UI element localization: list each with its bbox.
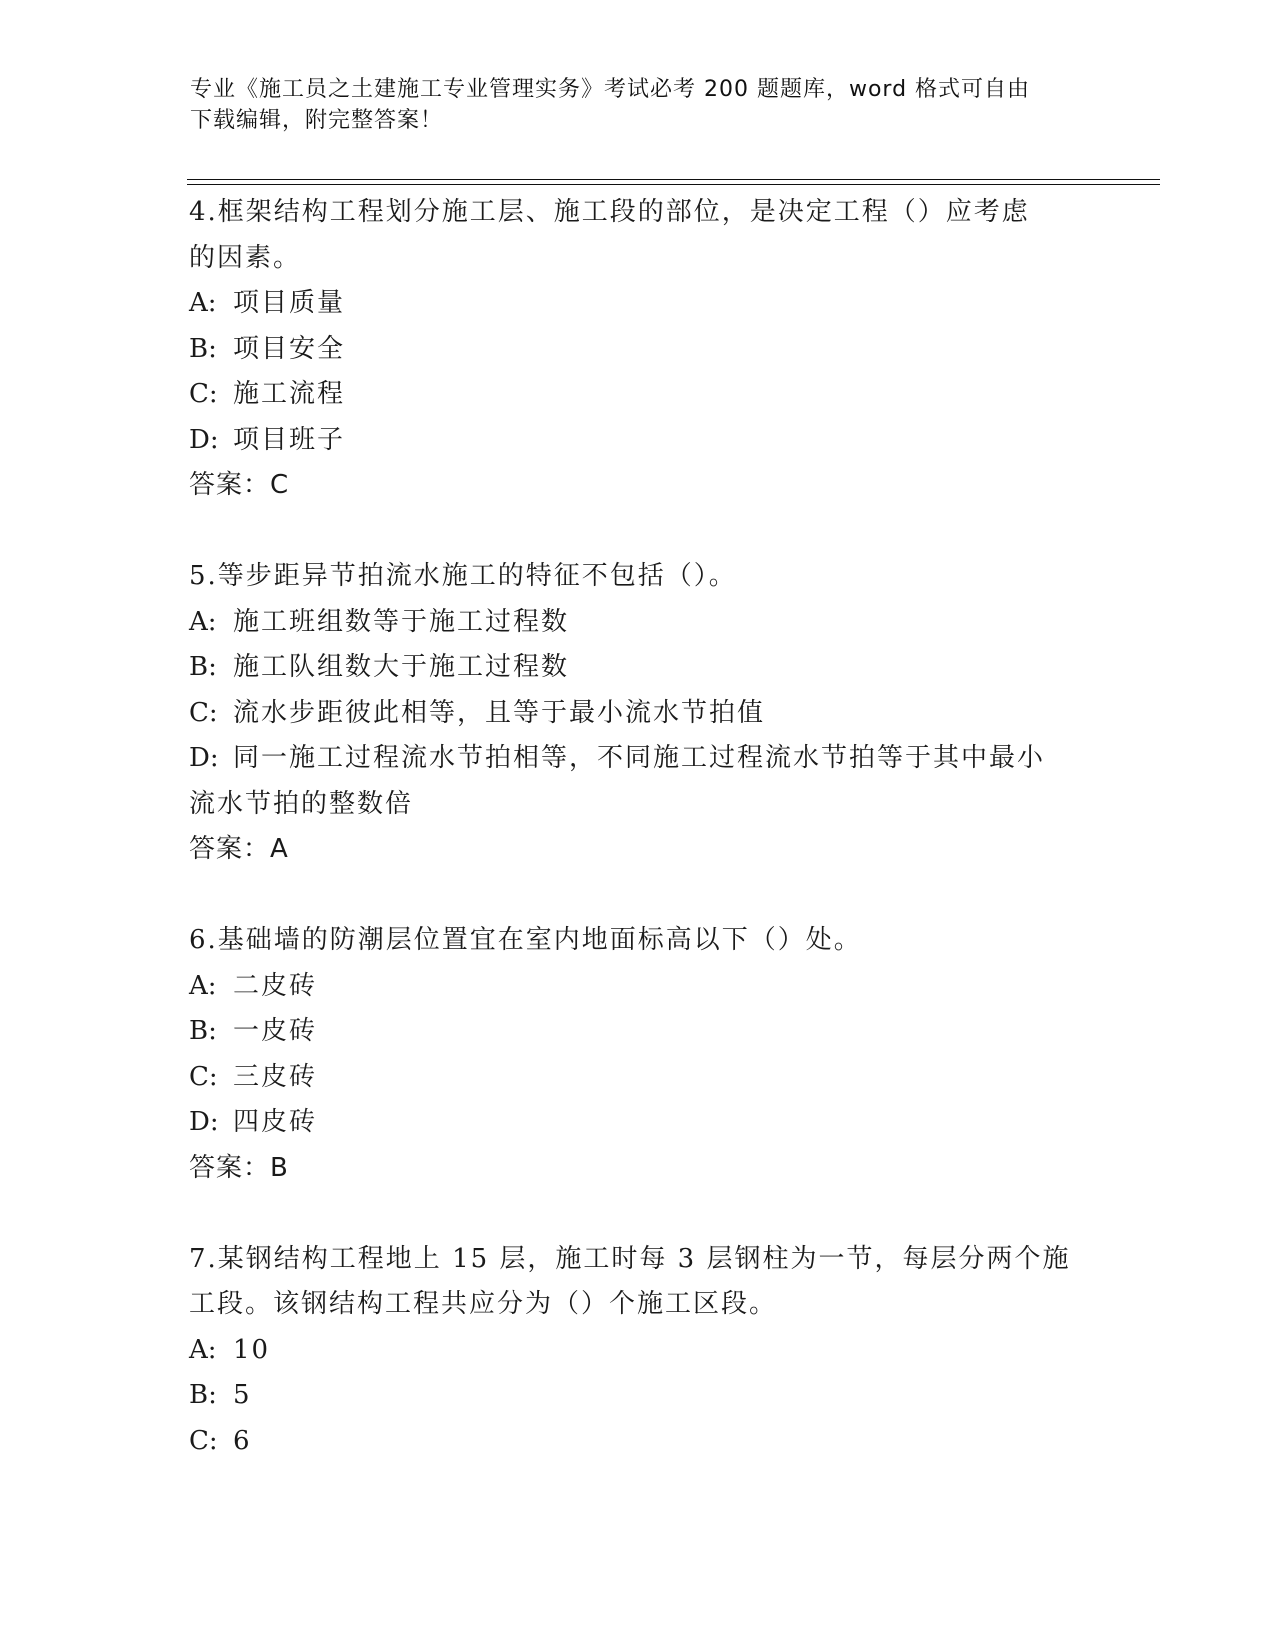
option-letter: A:: [189, 1334, 217, 1365]
option-text: 一皮砖: [233, 1016, 318, 1046]
option-c: [189, 372, 1089, 418]
option-text: 项目质量: [233, 288, 346, 318]
option-text: 10: [233, 1334, 271, 1365]
header-rule-bottom: [187, 184, 1160, 185]
question-text-line: 的因素。: [189, 242, 302, 273]
option-text: 流水步距彼此相等，且等于最小流水节拍值: [233, 697, 766, 728]
option-letter: B:: [189, 1380, 217, 1410]
option-text: 二皮砖: [233, 970, 318, 1001]
option-d: [189, 736, 1089, 782]
option-letter: A:: [189, 288, 217, 318]
header-line-2: 下载编辑，附完整答案！: [190, 108, 444, 133]
header-rule-top: [187, 179, 1160, 180]
answer-line: 答案：A: [189, 834, 289, 864]
option-letter: D:: [189, 1107, 219, 1137]
answer-line: 答案：C: [189, 470, 290, 500]
option-text: 四皮砖: [233, 1107, 318, 1137]
option-d: [189, 418, 1089, 464]
option-text: 6: [233, 1425, 252, 1456]
option-a: [189, 1328, 1089, 1374]
option-d: [189, 1100, 1089, 1146]
option-a: [189, 281, 1089, 327]
question-text-line: 5.等步距异节拍流水施工的特征不包括（）。: [189, 561, 737, 591]
option-a: [189, 600, 1089, 646]
option-letter: B:: [189, 333, 217, 364]
option-text: 施工班组数等于施工过程数: [233, 606, 570, 637]
question-7: [189, 1237, 1089, 1465]
option-b: [189, 1009, 1089, 1055]
question-text-line: 工段。该钢结构工程共应分为（）个施工区段。: [189, 1289, 778, 1319]
question-5: [189, 554, 1089, 873]
option-letter: D:: [189, 424, 219, 455]
option-text: 三皮砖: [233, 1061, 318, 1092]
option-letter: C:: [189, 379, 218, 409]
option-c: [189, 691, 1089, 737]
option-letter: C:: [189, 1425, 218, 1456]
question-text-line: 7.某钢结构工程地上 15 层，施工时每 3 层钢柱为一节，每层分两个施: [189, 1243, 1071, 1274]
question-text-line: 4.框架结构工程划分施工层、施工段的部位，是决定工程（）应考虑: [189, 197, 1030, 227]
question-6: [189, 918, 1089, 1191]
option-text: 同一施工过程流水节拍相等，不同施工过程流水节拍等于其中最小: [233, 743, 1046, 773]
option-text: 项目班子: [233, 424, 346, 455]
option-text: 施工队组数大于施工过程数: [233, 652, 570, 682]
spacer: [189, 509, 1089, 555]
option-c: [189, 1055, 1089, 1101]
answer-line: 答案：B: [189, 1152, 289, 1183]
option-b: [189, 645, 1089, 691]
option-d-continuation: 流水节拍的整数倍: [189, 788, 414, 819]
question-text-line: 6.基础墙的防潮层位置宜在室内地面标高以下（）处。: [189, 925, 862, 955]
option-letter: C:: [189, 697, 218, 728]
option-letter: A:: [189, 606, 217, 637]
option-text: 5: [233, 1380, 252, 1410]
option-letter: D:: [189, 743, 219, 773]
option-b: [189, 1373, 1089, 1419]
option-c: [189, 1419, 1089, 1465]
question-list: [189, 190, 1089, 1464]
option-letter: A:: [189, 970, 217, 1001]
document-header: [190, 74, 1090, 136]
option-letter: C:: [189, 1061, 218, 1092]
spacer: [189, 1191, 1089, 1237]
spacer: [189, 873, 1089, 919]
option-text: 施工流程: [233, 379, 346, 409]
option-letter: B:: [189, 652, 217, 682]
option-text: 项目安全: [233, 333, 346, 364]
question-4: [189, 190, 1089, 509]
header-line-1: 专业《施工员之土建施工专业管理实务》考试必考 200 题题库，word 格式可自由: [190, 77, 1031, 102]
option-letter: B:: [189, 1016, 217, 1046]
option-a: [189, 964, 1089, 1010]
option-b: [189, 327, 1089, 373]
